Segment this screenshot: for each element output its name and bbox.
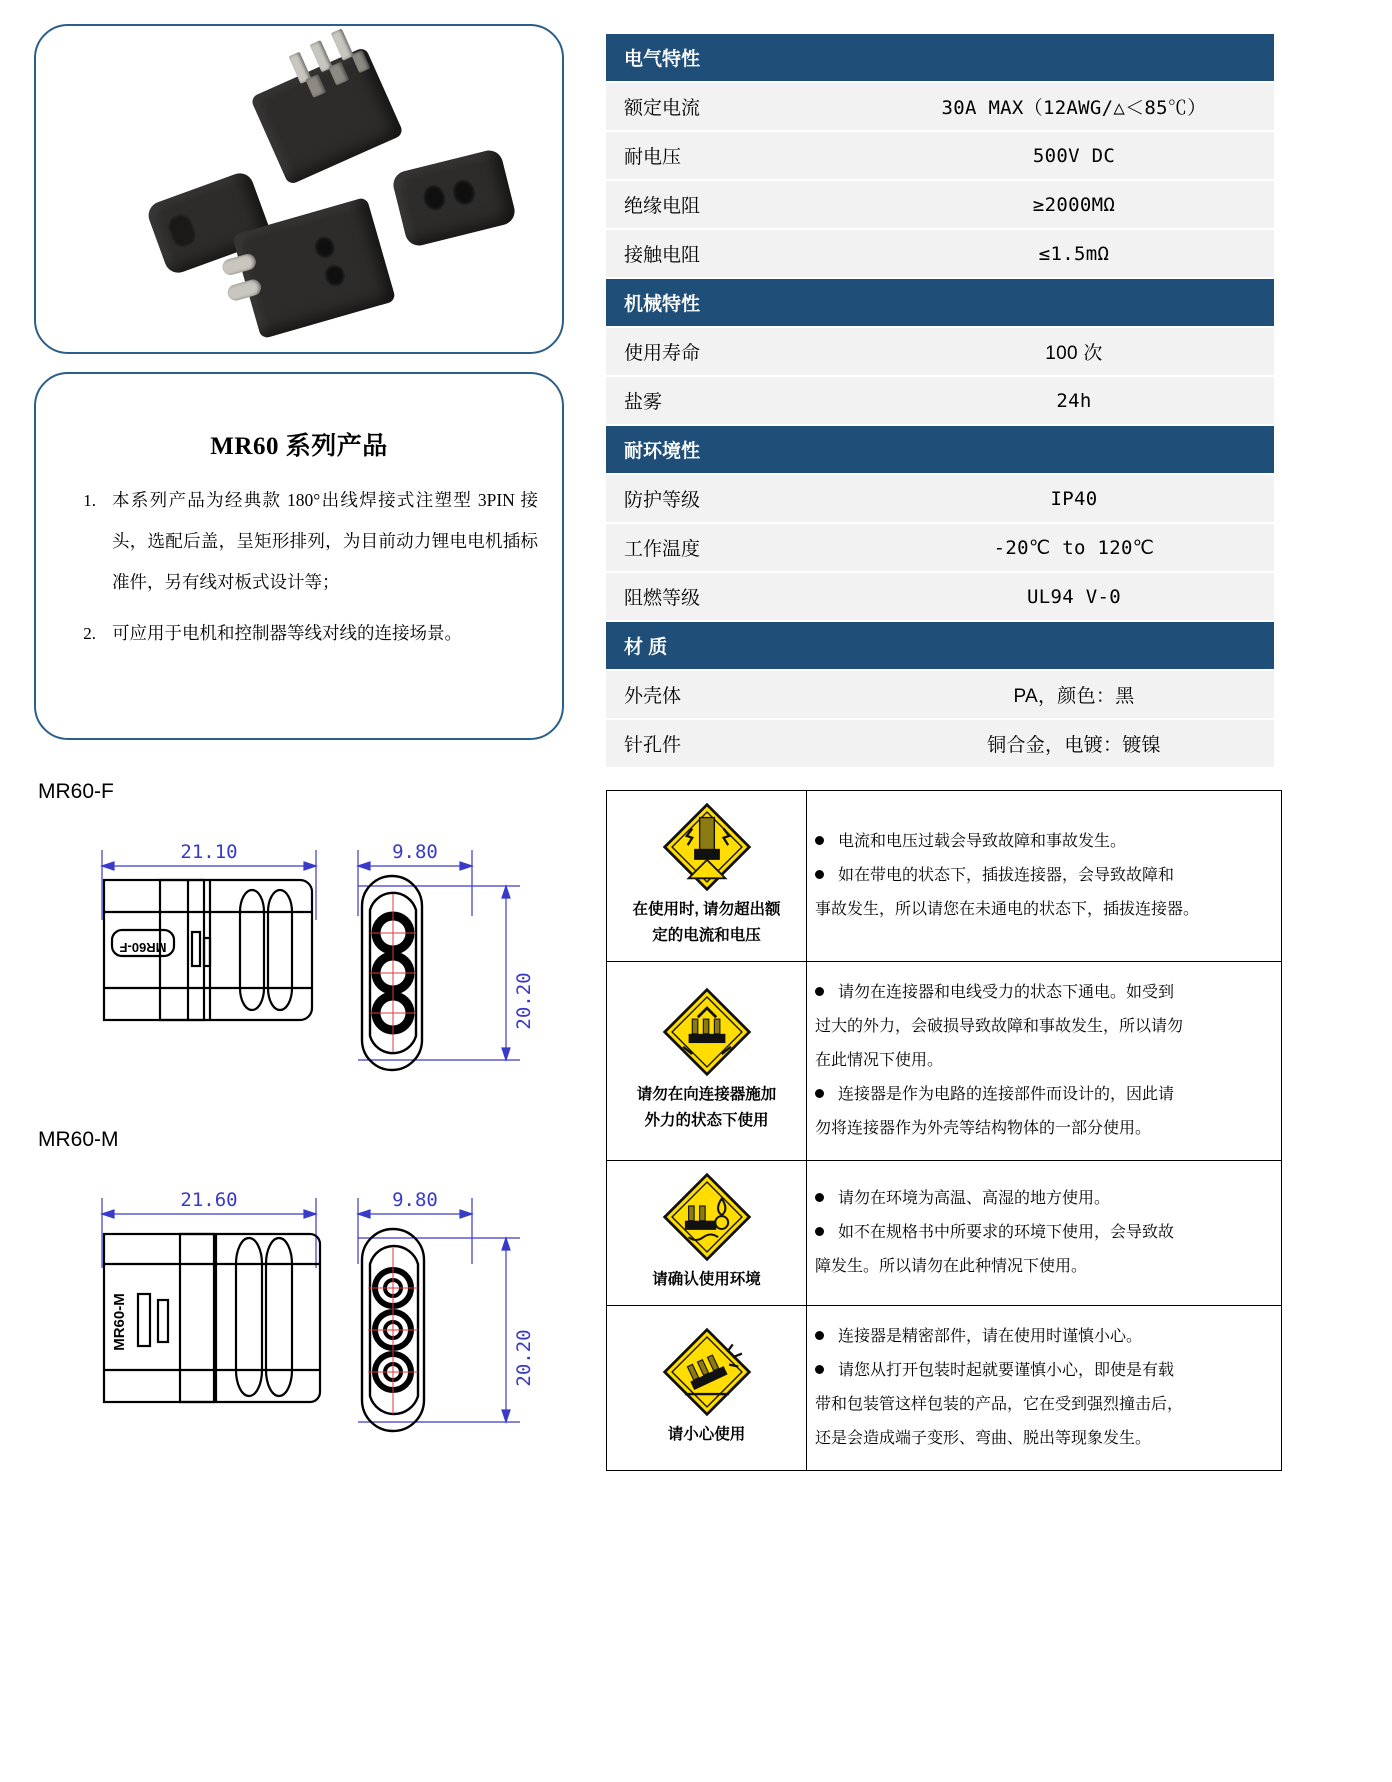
section-title-filler [874, 34, 1274, 81]
bullet-dot-icon [815, 987, 824, 996]
warning-line: 过大的外力，会破损导致故障和事故发生，所以请勿 [815, 1018, 1184, 1035]
warning-caption-line: 请小心使用 [667, 1426, 746, 1443]
spec-value: 24h [874, 377, 1274, 424]
hazard-environment-icon [661, 1171, 753, 1263]
spec-value: 500V DC [874, 132, 1274, 179]
list-item-text: 可应用于电机和控制器等线对线的连接场景。 [112, 623, 462, 643]
spec-key: 耐电压 [606, 132, 874, 179]
table-section-header [606, 34, 1274, 81]
drawing-mr60m [40, 1168, 570, 1458]
warning-line: 还是会造成端子变形、弯曲、脱出等现象发生。 [815, 1430, 1152, 1447]
connector-housing-pins-top [250, 47, 404, 186]
warning-line: 在此情况下使用。 [815, 1052, 944, 1069]
spec-value: ≥2000MΩ [874, 181, 1274, 228]
spec-key: 工作温度 [606, 524, 874, 571]
bullet-dot-icon [815, 1193, 824, 1202]
warning-line: 事故发生，所以请您在未通电的状态下，插拔连接器。 [815, 901, 1200, 918]
spec-value: ≤1.5mΩ [874, 230, 1274, 277]
section-title-filler [874, 426, 1274, 473]
table-row [606, 573, 1274, 620]
warning-row [607, 962, 1282, 1161]
section-title: 耐环境性 [606, 426, 874, 473]
table-section-header [606, 426, 1274, 473]
spec-key: 绝缘电阻 [606, 181, 874, 228]
warning-line-text: 连接器是精密部件，请在使用时谨慎小心。 [838, 1328, 1143, 1345]
table-row [606, 181, 1274, 228]
dim-front-width-mr60f: 9.80 [392, 841, 438, 863]
warning-icon-cell [607, 962, 807, 1161]
list-item [66, 480, 538, 603]
right-column [596, 0, 1392, 1782]
spec-key: 使用寿命 [606, 328, 874, 375]
warning-caption-line: 在使用时, 请勿超出额 [632, 901, 781, 918]
table-row [606, 83, 1274, 130]
table-row [606, 377, 1274, 424]
hazard-electric-shock-icon [661, 801, 753, 893]
table-row [606, 671, 1274, 718]
section-title: 电气特性 [606, 34, 874, 81]
bullet-dot-icon [815, 1227, 824, 1236]
warning-body-cell [807, 1306, 1282, 1471]
left-column [0, 0, 596, 1782]
bullet-dot-icon [815, 1365, 824, 1374]
warning-line-text: 请您从打开包装时起就要谨慎小心，即使是有载 [838, 1362, 1175, 1379]
warning-line [815, 825, 1265, 859]
table-section-header [606, 279, 1274, 326]
list-item [66, 613, 538, 654]
spec-key: 盐雾 [606, 377, 874, 424]
warning-caption-line: 请勿在向连接器施加 [636, 1086, 777, 1103]
product-title: MR60 系列产品 [210, 433, 388, 460]
part-mark-mr60m: MR60-M [111, 1293, 128, 1351]
dim-width-mr60f: 21.10 [180, 841, 238, 863]
spec-key: 外壳体 [606, 671, 874, 718]
warning-caption-line: 请确认使用环境 [652, 1271, 761, 1288]
spec-key: 阻燃等级 [606, 573, 874, 620]
warning-row [607, 1161, 1282, 1306]
spec-key: 额定电流 [606, 83, 874, 130]
warning-body-cell [807, 791, 1282, 962]
hazard-handle-care-icon [661, 1326, 753, 1418]
warning-line-text: 请勿在连接器和电线受力的状态下通电。如受到 [838, 984, 1175, 1001]
spec-key: 接触电阻 [606, 230, 874, 277]
spec-value: IP40 [874, 475, 1274, 522]
spec-value: 100 次 [874, 328, 1274, 375]
drawing-label-mr60m: MR60-M [38, 1128, 119, 1151]
spec-value: 30A MAX（12AWG/△＜85℃） [874, 83, 1274, 130]
table-section-header [606, 622, 1274, 669]
bullet-dot-icon [815, 870, 824, 879]
spec-key: 防护等级 [606, 475, 874, 522]
warning-caption-line: 定的电流和电压 [652, 927, 761, 944]
dim-height-mr60m: 20.20 [513, 1329, 535, 1387]
dim-height-mr60f: 20.20 [513, 972, 535, 1030]
product-photo-card [34, 24, 564, 354]
warning-body-cell [807, 962, 1282, 1161]
hazard-no-force-icon [661, 986, 753, 1078]
bullet-dot-icon [815, 836, 824, 845]
list-item-number: 1. [83, 491, 96, 510]
section-title-filler [874, 622, 1274, 669]
spec-value: -20℃ to 120℃ [874, 524, 1274, 571]
warning-caption [613, 897, 800, 949]
spec-value: 铜合金，电镀：镀镍 [874, 720, 1274, 767]
warning-body-cell [807, 1161, 1282, 1306]
table-row [606, 132, 1274, 179]
warning-line: 障发生。所以请勿在此种情况下使用。 [815, 1258, 1088, 1275]
warning-line-text: 如在带电的状态下，插拔连接器，会导致故障和 [838, 867, 1175, 884]
list-item-number: 2. [83, 624, 96, 643]
spec-value: UL94 V-0 [874, 573, 1274, 620]
warning-row [607, 1306, 1282, 1471]
part-mark-mr60f: MR60-F [119, 940, 167, 955]
table-row [606, 524, 1274, 571]
warning-line [815, 859, 1265, 893]
warning-line [815, 1216, 1265, 1250]
warning-icon-cell [607, 791, 807, 962]
bullet-dot-icon [815, 1089, 824, 1098]
specification-table [606, 32, 1274, 769]
dim-width-mr60m: 21.60 [180, 1189, 238, 1211]
warning-caption [613, 1422, 800, 1448]
section-title: 材 质 [606, 622, 874, 669]
spec-value: PA，颜色：黑 [874, 671, 1274, 718]
warning-line [815, 1182, 1265, 1216]
product-description-card [34, 372, 564, 740]
warning-line [815, 1078, 1265, 1112]
warning-line: 带和包装管这样包装的产品，它在受到强烈撞击后， [815, 1396, 1184, 1413]
bullet-dot-icon [815, 1331, 824, 1340]
warning-line [815, 1320, 1265, 1354]
warning-icon-cell [607, 1161, 807, 1306]
section-title-filler [874, 279, 1274, 326]
warning-line [815, 1354, 1265, 1388]
product-photo [36, 26, 562, 352]
warnings-table [606, 790, 1282, 1471]
warning-icon-cell [607, 1306, 807, 1471]
warning-line: 勿将连接器作为外壳等结构物体的一部分使用。 [815, 1120, 1152, 1137]
table-row [606, 720, 1274, 767]
connector-back-cover-right [390, 148, 517, 249]
warning-row [607, 791, 1282, 962]
warning-line-text: 如不在规格书中所要求的环境下使用，会导致故 [838, 1224, 1175, 1241]
table-row [606, 328, 1274, 375]
warning-caption [613, 1267, 800, 1293]
drawing-mr60f [40, 820, 570, 1090]
warning-line-text: 电流和电压过载会导致故障和事故发生。 [838, 833, 1127, 850]
table-row [606, 230, 1274, 277]
warning-line-text: 请勿在环境为高温、高湿的地方使用。 [838, 1190, 1111, 1207]
table-row [606, 475, 1274, 522]
warning-caption [613, 1082, 800, 1134]
product-feature-list [66, 480, 538, 664]
spec-key: 针孔件 [606, 720, 874, 767]
drawing-label-mr60f: MR60-F [38, 780, 114, 803]
warning-caption-line: 外力的状态下使用 [644, 1112, 769, 1129]
section-title: 机械特性 [606, 279, 874, 326]
warning-line [815, 976, 1265, 1010]
list-item-text: 本系列产品为经典款 180°出线焊接式注塑型 3PIN 接头，选配后盖，呈矩形排列，为目前动力锂电电机插标准件，另有线对板式设计等； [112, 490, 538, 592]
warning-line-text: 连接器是作为电路的连接部件而设计的，因此请 [838, 1086, 1175, 1103]
dim-front-width-mr60m: 9.80 [392, 1189, 438, 1211]
